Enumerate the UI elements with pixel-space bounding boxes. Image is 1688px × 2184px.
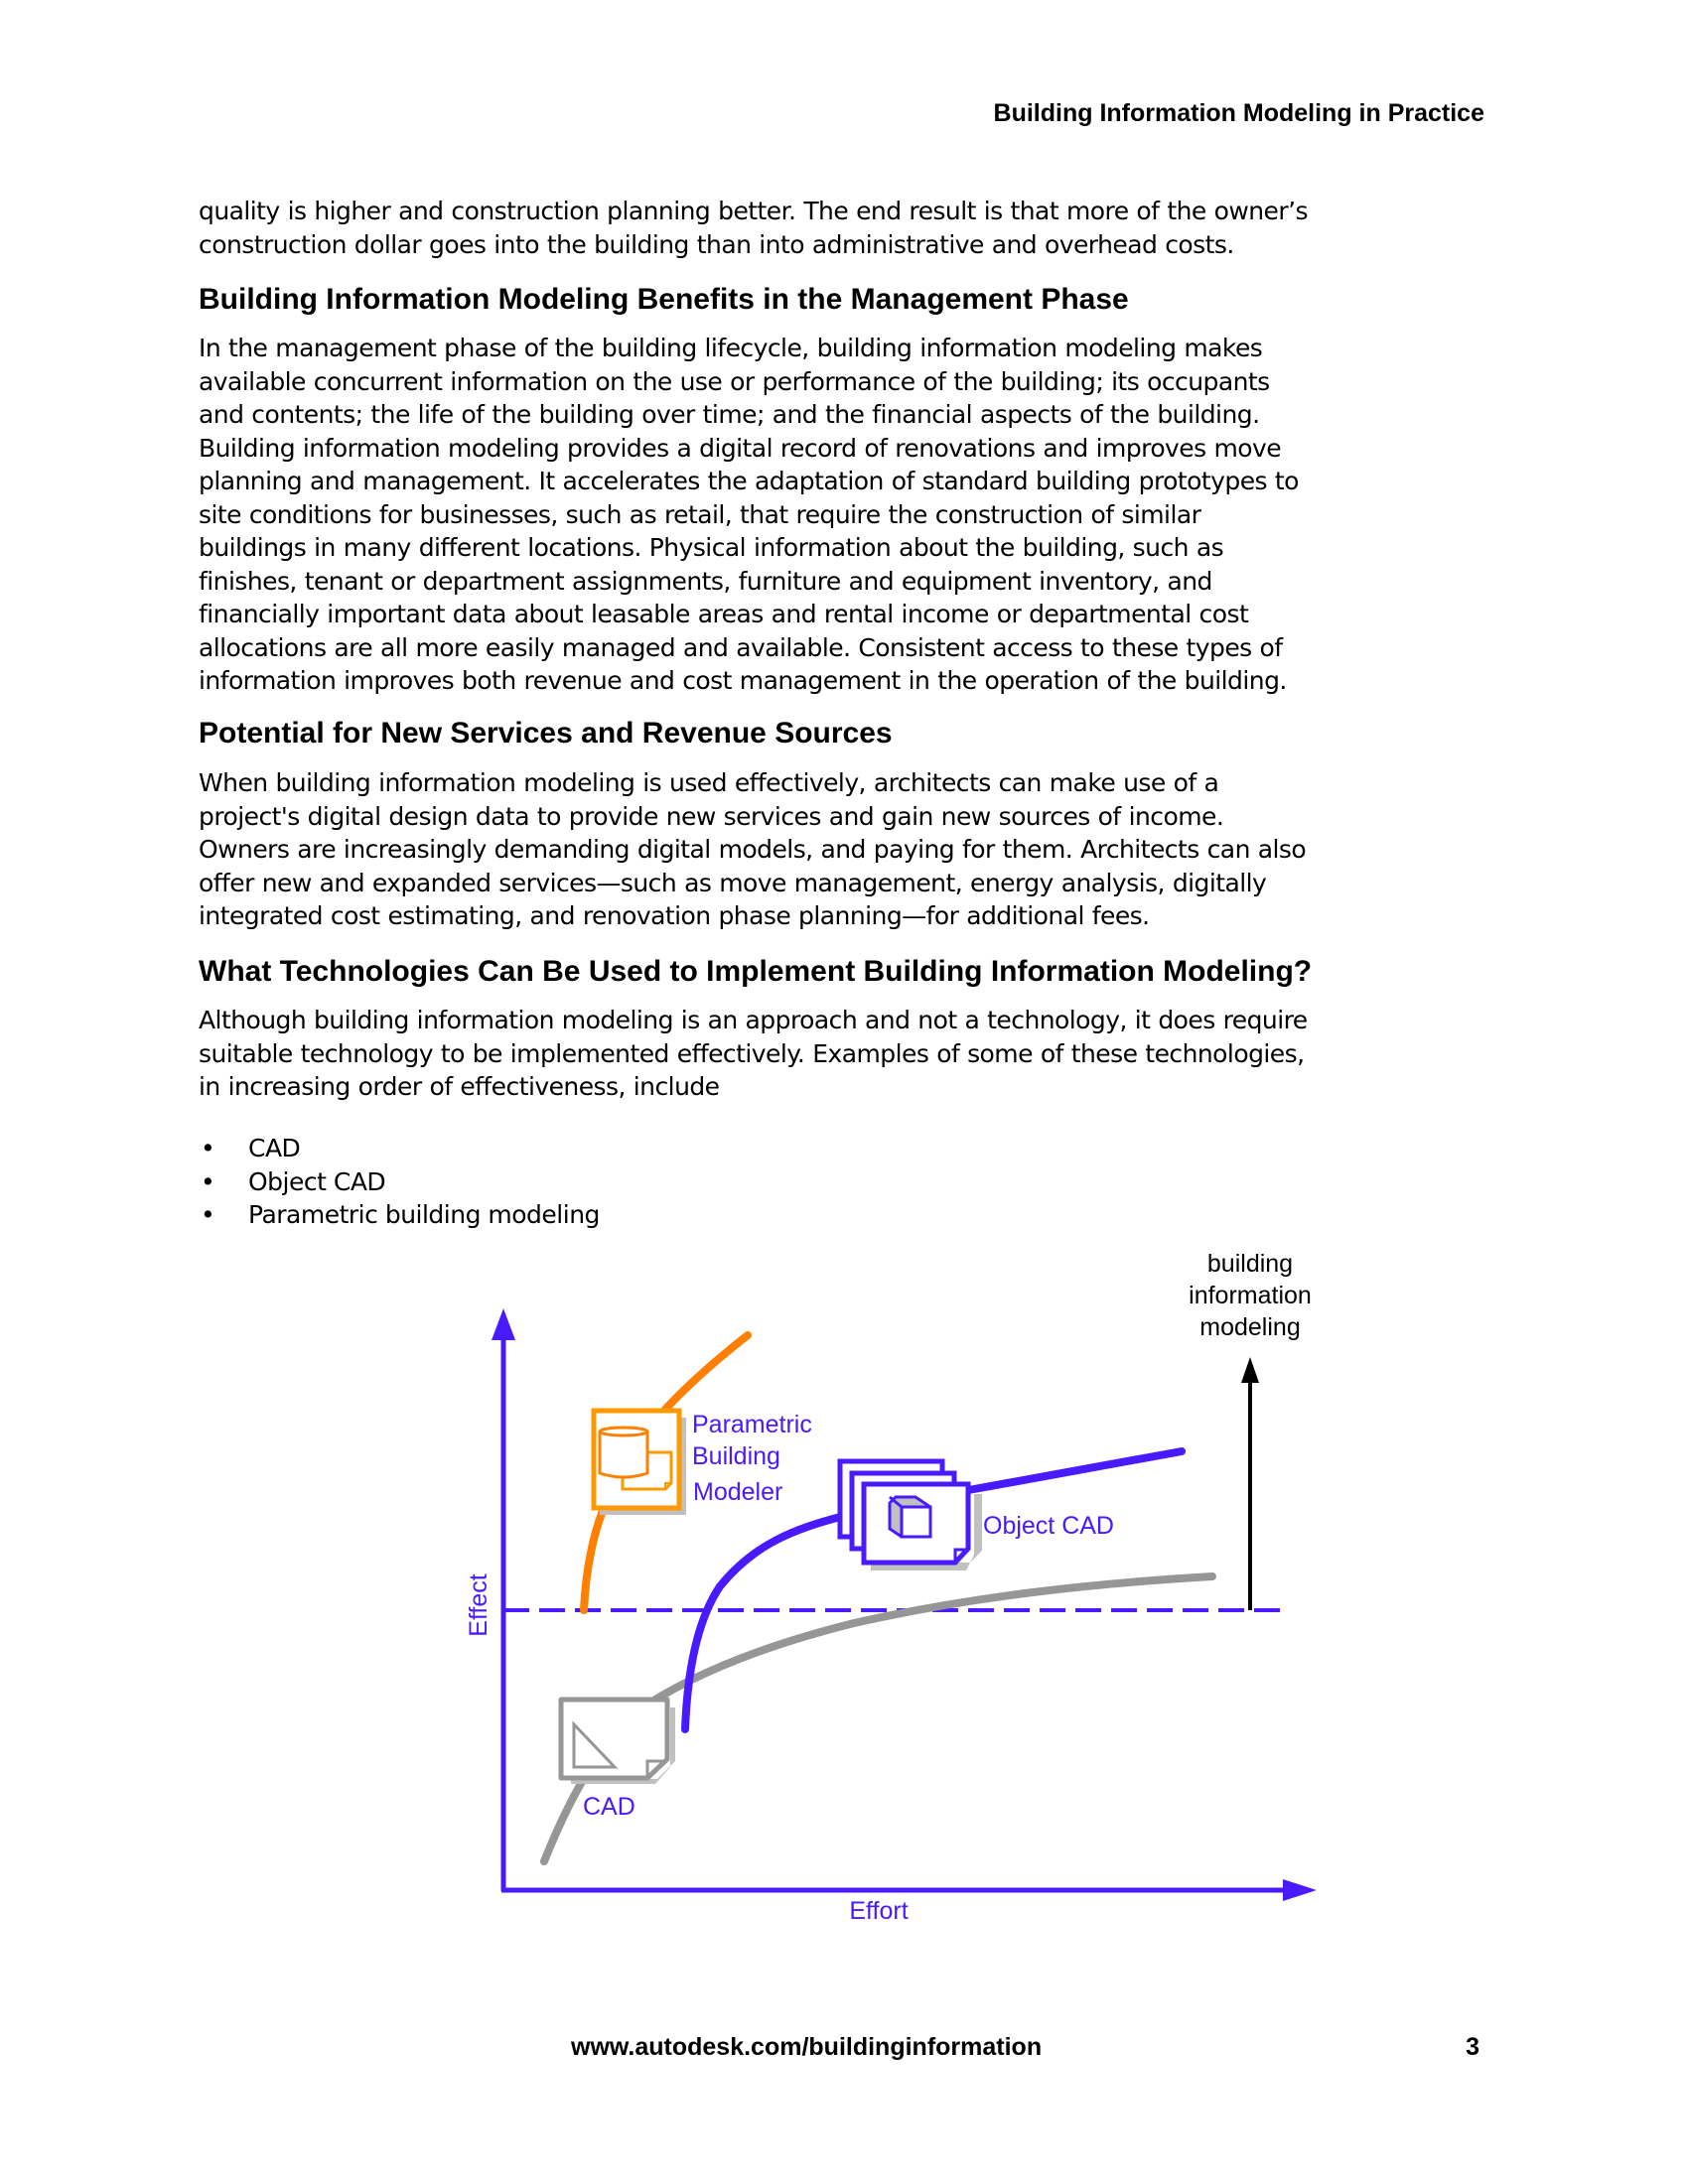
bim-label-line-1: building bbox=[1206, 1250, 1294, 1278]
bullet-icon: • bbox=[201, 1200, 215, 1229]
intro-paragraph bbox=[199, 195, 1499, 261]
footer-url-link[interactable]: www.autodesk.com/buildinginformation bbox=[571, 2033, 1043, 2061]
text-line: information improves both revenue and cost management in the operation of the building. bbox=[199, 666, 1287, 695]
parametric-curve bbox=[584, 1335, 748, 1610]
running-header: Building Information Modeling in Practice bbox=[993, 99, 1484, 127]
technology-list bbox=[199, 1132, 600, 1232]
object-cad-icon bbox=[840, 1461, 982, 1570]
text-line: suitable technology to be implemented effectively. Examples of some of these technologies, bbox=[199, 1038, 1305, 1068]
list-item-label: Parametric building modeling bbox=[248, 1200, 600, 1229]
parametric-label-line-2: Building bbox=[692, 1442, 780, 1470]
bim-label-line-3: modeling bbox=[1199, 1313, 1301, 1341]
parametric-label-line-3: Modeler bbox=[693, 1478, 783, 1506]
bullet-icon: • bbox=[201, 1166, 215, 1196]
text-line: allocations are all more easily managed and available. Consistent access to these types of bbox=[199, 632, 1283, 662]
text-line: Although building information modeling is an approach and not a technology, it does require bbox=[199, 1006, 1308, 1034]
text-line: planning and management. It accelerates the adaptation of standard building prototypes to bbox=[199, 467, 1299, 495]
object-cad-curve-lower bbox=[685, 1516, 844, 1729]
text-line: offer new and expanded services—such as move management, energy analysis, digitally bbox=[199, 868, 1267, 897]
cad-label: CAD bbox=[583, 1793, 635, 1821]
list-item-label: CAD bbox=[248, 1134, 301, 1162]
new-services-paragraph bbox=[199, 766, 1499, 933]
text-line: and contents; the life of the building over time; and the financial aspects of the building. bbox=[199, 400, 1260, 429]
object-cad-label: Object CAD bbox=[983, 1512, 1114, 1540]
list-item-label: Object CAD bbox=[248, 1166, 386, 1196]
bullet-icon: • bbox=[201, 1134, 215, 1162]
cad-icon bbox=[561, 1700, 675, 1784]
text-line: When building information modeling is used effectively, architects can make use of a bbox=[199, 768, 1219, 797]
text-line: integrated cost estimating, and renovation phase planning—for additional fees. bbox=[199, 901, 1150, 930]
y-axis-label: Effect bbox=[465, 1573, 492, 1637]
x-axis-arrowhead-icon bbox=[1283, 1879, 1317, 1901]
cad-curve bbox=[544, 1576, 1212, 1861]
list-item bbox=[199, 1198, 600, 1232]
object-cad-curve-upper bbox=[963, 1451, 1182, 1491]
text-line: In the management phase of the building lifecycle, building information modeling makes bbox=[199, 334, 1263, 362]
bim-arrowhead-icon bbox=[1241, 1357, 1259, 1383]
text-line: project's digital design data to provide new services and gain new sources of income. bbox=[199, 801, 1224, 831]
section-heading-management-phase: Building Information Modeling Benefits in the Management Phase bbox=[199, 283, 1129, 316]
text-line: Owners are increasingly demanding digital models, and paying for them. Architects can also bbox=[199, 835, 1307, 864]
text-line: quality is higher and construction planning better. The end result is that more of the owner’s bbox=[199, 197, 1308, 225]
management-phase-paragraph bbox=[199, 332, 1499, 698]
text-line: available concurrent information on the use or performance of the building; its occupants bbox=[199, 366, 1270, 396]
list-item bbox=[199, 1165, 600, 1199]
text-line: Building information modeling provides a digital record of renovations and improves move bbox=[199, 433, 1282, 463]
section-heading-technologies: What Technologies Can Be Used to Implement Building Information Modeling? bbox=[199, 955, 1313, 988]
list-item bbox=[199, 1132, 600, 1165]
y-axis-arrowhead-icon bbox=[492, 1308, 515, 1340]
parametric-label-line-1: Parametric bbox=[692, 1411, 812, 1438]
page-number: 3 bbox=[1466, 2033, 1479, 2061]
text-line: site conditions for businesses, such as retail, that require the construction of similar bbox=[199, 499, 1201, 529]
text-line: buildings in many different locations. Physical information about the building, such as bbox=[199, 533, 1224, 562]
text-line: construction dollar goes into the building than into administrative and overhead costs. bbox=[199, 229, 1234, 259]
parametric-building-modeler-icon bbox=[594, 1411, 686, 1515]
text-line: financially important data about leasable areas and rental income or departmental cost bbox=[199, 600, 1249, 628]
technologies-paragraph bbox=[199, 1004, 1499, 1104]
bim-label-line-2: information bbox=[1189, 1282, 1312, 1309]
x-axis-label: Effort bbox=[849, 1897, 909, 1925]
text-line: finishes, tenant or department assignments, furniture and equipment inventory, and bbox=[199, 566, 1212, 596]
section-heading-new-services: Potential for New Services and Revenue Sources bbox=[199, 717, 893, 750]
text-line: in increasing order of effectiveness, include bbox=[199, 1072, 720, 1101]
